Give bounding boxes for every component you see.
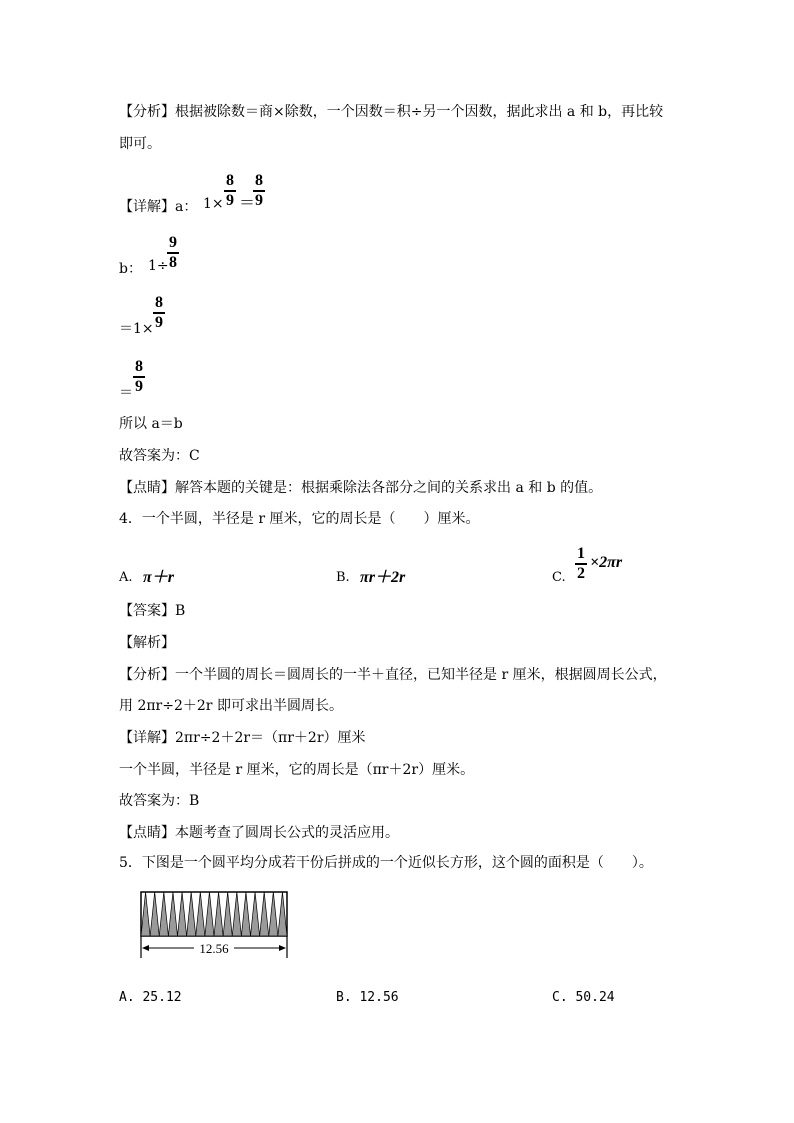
q5-option-c: C. 50.24 [552,990,615,1005]
q5-option-a: A. 25.12 [119,990,182,1005]
q5-option-b: B. 12.56 [336,990,399,1005]
equals-sign: ＝ [119,385,133,401]
note-line-q3: 【点睛】解答本题的关键是：根据乘除法各部分之间的关系求出 a 和 b 的值。 [119,480,603,496]
q4-detail-2: 一个半圆，半径是 r 厘米，它的周长是（πr＋2r）厘米。 [119,762,475,778]
fraction-8-9-c: $\frac{8}{9}$ [135,358,143,395]
q4-option-c-label: C. [552,570,566,585]
q4-jiexi: 【解析】 [119,635,175,651]
fraction-9-8: $\frac{9}{8}$ [169,234,177,271]
so-line: 所以 a＝b [119,416,183,432]
detail-a-times: 1× [203,196,224,212]
analysis-line-2: 即可。 [119,136,161,152]
q5-figure-length-label: 12.56 [199,941,229,956]
q4-option-b-label: B. [336,570,350,585]
detail-b-divide: 1÷ [148,258,169,274]
q4-analysis-2: 用 2πr÷2＋2r 即可求出半圆周长。 [119,698,343,714]
q4-note: 【点睛】本题考查了圆周长公式的灵活应用。 [119,825,399,841]
q4-option-a-label: A. [119,570,133,585]
rectangle-sectors-figure [136,886,292,962]
q5-figure [136,886,292,962]
question-5: 5．下图是一个圆平均分成若干份后拼成的一个近似长方形，这个圆的面积是（ ）。 [119,855,653,871]
detail-b-prefix: b： [119,261,142,277]
q4-detail: 【详解】2πr÷2＋2r＝（πr＋2r）厘米 [119,730,366,746]
q4-option-c-fraction: $\frac{1}{2}$ [577,545,585,582]
q4-option-a: π＋r [143,569,174,586]
question-4: 4．一个半圆，半径是 r 厘米，它的周长是（ ）厘米。 [119,511,480,527]
detail-a-equals: ＝ [239,193,256,212]
q4-analysis-1: 【分析】一个半圆的周长＝圆周长的一半＋直径，已知半径是 r 厘米，根据圆周长公式， [119,667,667,683]
fraction-8-9-a: $\frac{8}{9}$ [226,172,234,209]
q4-option-b: πr＋2r [360,569,406,586]
q4-answer-line: 故答案为：B [119,793,200,809]
equals-one-times: ＝1× [119,321,154,337]
fraction-8-9-b: $\frac{8}{9}$ [155,294,163,331]
q4-option-c-rest: ×2πr [590,554,623,571]
fraction-8-9-a-result: $\frac{8}{9}$ [255,172,263,209]
analysis-line-1: 【分析】根据被除数＝商×除数，一个因数＝积÷另一个因数，据此求出 a 和 b，再比较 [119,104,664,120]
q4-answer: 【答案】B [119,603,186,619]
answer-line-q3: 故答案为：C [119,448,200,464]
detail-a-prefix: 【详解】a： [119,199,198,215]
